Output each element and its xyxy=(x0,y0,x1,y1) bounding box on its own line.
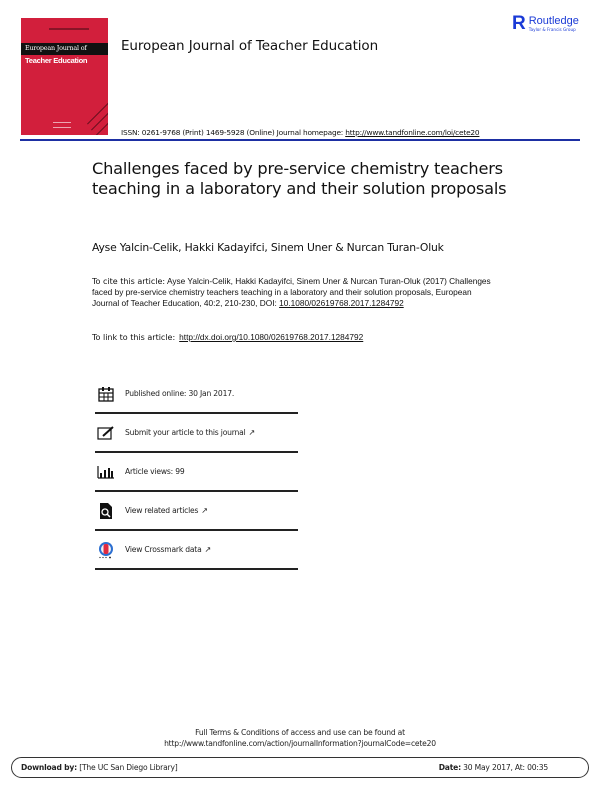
article-info-list xyxy=(95,375,298,570)
info-divider xyxy=(95,568,298,570)
article-doi-link[interactable]: http://dx.doi.org/10.1080/02619768.2017.1284792 xyxy=(179,332,364,342)
journal-title: European Journal of Teacher Education xyxy=(121,38,379,54)
info-label[interactable]: View related articles xyxy=(125,506,199,515)
article-title: Challenges faced by pre-service chemistry teachers teaching in a laboratory and their solution proposals xyxy=(92,159,507,198)
issn-text: ISSN: 0261-9768 (Print) 1469-5928 (Online) Journal homepage: xyxy=(121,128,346,137)
external-link-icon: ↗ xyxy=(204,545,212,554)
cover-stripe xyxy=(87,103,108,125)
download-by xyxy=(21,763,178,772)
download-date xyxy=(439,763,548,772)
article-link-line xyxy=(92,332,363,342)
publisher-name: Routledge xyxy=(528,15,579,27)
info-submit-article[interactable] xyxy=(95,414,298,451)
cite-doi-link[interactable]: 10.1080/02619768.2017.1284792 xyxy=(279,298,404,309)
info-crossmark[interactable] xyxy=(95,531,298,568)
info-published-online xyxy=(95,375,298,412)
terms-url[interactable]: http://www.tandfonline.com/action/journalInformation?journalCode=cete20 xyxy=(164,739,436,748)
calendar-icon xyxy=(95,385,117,403)
issn-line xyxy=(121,128,479,137)
date-value: 30 May 2017, At: 00:35 xyxy=(460,763,548,772)
info-label: Published online: 30 Jan 2017. xyxy=(125,389,235,398)
crossmark-icon xyxy=(95,541,117,559)
info-article-views xyxy=(95,453,298,490)
journal-homepage-link[interactable]: http://www.tandfonline.com/loi/cete20 xyxy=(345,128,480,137)
routledge-logo xyxy=(512,15,579,33)
terms-notice xyxy=(0,727,600,749)
download-label: Download by: xyxy=(21,763,77,772)
bar-chart-icon xyxy=(95,463,117,481)
publisher-tagline: Taylor & Francis Group xyxy=(528,27,576,32)
external-link-icon: ↗ xyxy=(201,506,208,515)
external-link-icon: ↗ xyxy=(248,428,256,437)
info-label[interactable]: Submit your article to this journal xyxy=(125,428,246,437)
info-label[interactable]: View Crossmark data xyxy=(125,545,202,554)
info-label: Article views: 99 xyxy=(125,467,185,476)
info-related-articles[interactable] xyxy=(95,492,298,529)
cover-publisher-mark xyxy=(53,122,71,128)
cover-title-line1: European Journal of xyxy=(25,44,87,52)
date-label: Date: xyxy=(438,763,461,772)
terms-line: Full Terms & Conditions of access and use can be found at xyxy=(195,728,405,737)
download-info-bar xyxy=(11,757,589,778)
header-divider xyxy=(20,139,580,141)
download-value: [The UC San Diego Library] xyxy=(77,763,178,772)
edit-icon xyxy=(95,424,117,442)
cite-label: To cite this article: xyxy=(92,277,166,286)
article-authors: Ayse Yalcin-Celik, Hakki Kadayifci, Sinem Uner & Nurcan Turan-Oluk xyxy=(92,241,444,254)
citation-block xyxy=(92,276,492,310)
cover-title-line2: Teacher Education xyxy=(25,56,88,65)
link-label: To link to this article: xyxy=(92,333,176,342)
routledge-r-icon: R xyxy=(512,13,526,34)
cover-volume-line xyxy=(49,28,89,30)
document-search-icon xyxy=(95,502,117,520)
cite-text: Ayse Yalcin-Celik, Hakki Kadayifci, Sinem Uner & Nurcan Turan-Oluk (2017) Challenges faced by pre-service chemistry teachers teaching in a laboratory and their solution proposals, European Journal of Teacher Education, 40:2, 210-230, DOI: xyxy=(92,276,491,309)
journal-cover-image xyxy=(21,18,108,135)
